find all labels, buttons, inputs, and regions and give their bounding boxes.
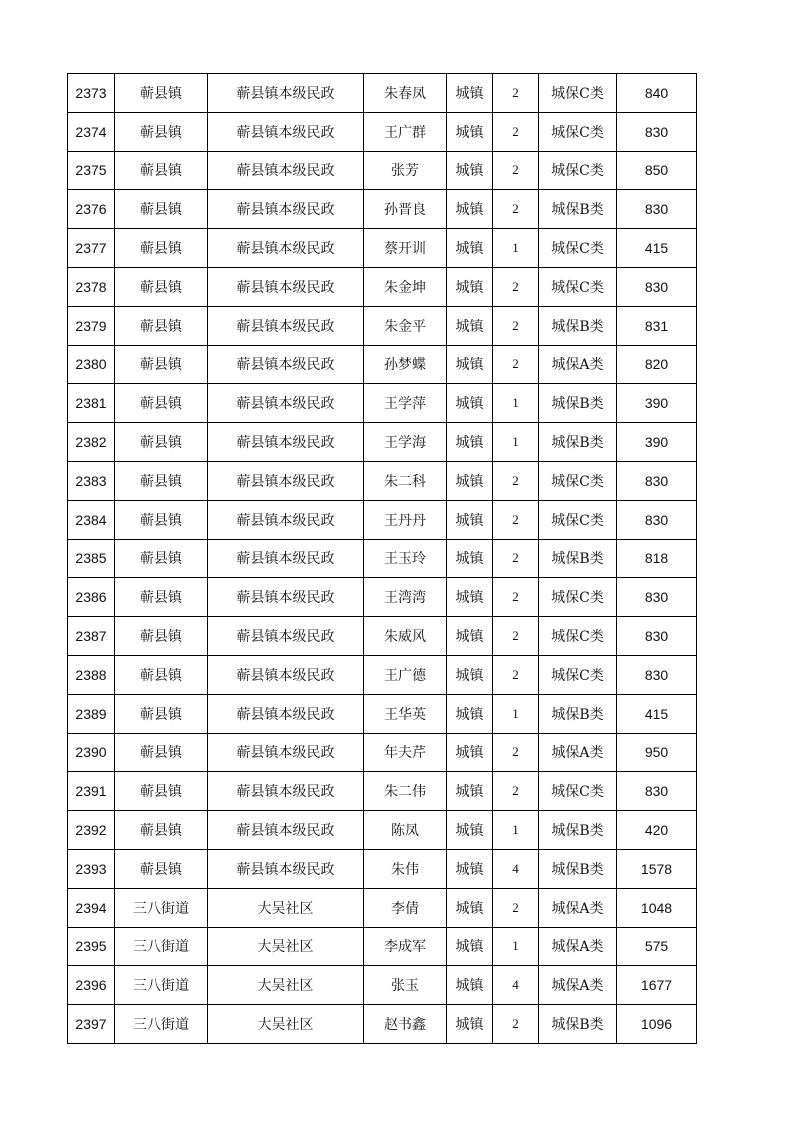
town-cell: 蕲县镇 (115, 151, 208, 190)
row-number: 2391 (68, 772, 115, 811)
area-cell: 城镇 (447, 461, 493, 500)
area-cell: 城镇 (447, 694, 493, 733)
name-cell: 朱二科 (364, 461, 447, 500)
row-number: 2378 (68, 267, 115, 306)
name-cell: 王华英 (364, 694, 447, 733)
area-cell: 城镇 (447, 1005, 493, 1044)
area-cell: 城镇 (447, 539, 493, 578)
unit-cell: 蕲县镇本级民政 (208, 655, 364, 694)
amount-cell: 415 (617, 694, 697, 733)
town-cell: 蕲县镇 (115, 461, 208, 500)
count-cell: 4 (493, 849, 539, 888)
amount-cell: 830 (617, 578, 697, 617)
town-cell: 三八街道 (115, 927, 208, 966)
town-cell: 蕲县镇 (115, 190, 208, 229)
town-cell: 蕲县镇 (115, 229, 208, 268)
town-cell: 蕲县镇 (115, 733, 208, 772)
amount-cell: 830 (617, 190, 697, 229)
unit-cell: 蕲县镇本级民政 (208, 267, 364, 306)
town-cell: 蕲县镇 (115, 811, 208, 850)
category-cell: 城保C类 (539, 772, 617, 811)
unit-cell: 蕲县镇本级民政 (208, 772, 364, 811)
name-cell: 年夫芹 (364, 733, 447, 772)
area-cell: 城镇 (447, 345, 493, 384)
amount-cell: 830 (617, 112, 697, 151)
amount-cell: 390 (617, 384, 697, 423)
row-number: 2387 (68, 617, 115, 656)
count-cell: 2 (493, 74, 539, 113)
row-number: 2374 (68, 112, 115, 151)
area-cell: 城镇 (447, 229, 493, 268)
amount-cell: 831 (617, 306, 697, 345)
unit-cell: 大吴社区 (208, 888, 364, 927)
town-cell: 蕲县镇 (115, 772, 208, 811)
area-cell: 城镇 (447, 74, 493, 113)
name-cell: 王玉玲 (364, 539, 447, 578)
town-cell: 蕲县镇 (115, 345, 208, 384)
table-row (68, 384, 697, 423)
count-cell: 2 (493, 190, 539, 229)
area-cell: 城镇 (447, 927, 493, 966)
row-number: 2375 (68, 151, 115, 190)
count-cell: 2 (493, 733, 539, 772)
table-row (68, 1005, 697, 1044)
town-cell: 蕲县镇 (115, 655, 208, 694)
table-row (68, 500, 697, 539)
row-number: 2393 (68, 849, 115, 888)
count-cell: 2 (493, 539, 539, 578)
unit-cell: 蕲县镇本级民政 (208, 345, 364, 384)
unit-cell: 蕲县镇本级民政 (208, 539, 364, 578)
category-cell: 城保B类 (539, 384, 617, 423)
town-cell: 蕲县镇 (115, 112, 208, 151)
area-cell: 城镇 (447, 151, 493, 190)
town-cell: 三八街道 (115, 966, 208, 1005)
name-cell: 朱伟 (364, 849, 447, 888)
table-row (68, 694, 697, 733)
count-cell: 2 (493, 500, 539, 539)
name-cell: 王学海 (364, 423, 447, 462)
town-cell: 三八街道 (115, 1005, 208, 1044)
unit-cell: 大吴社区 (208, 927, 364, 966)
category-cell: 城保C类 (539, 74, 617, 113)
amount-cell: 830 (617, 267, 697, 306)
row-number: 2379 (68, 306, 115, 345)
row-number: 2395 (68, 927, 115, 966)
table-row (68, 966, 697, 1005)
category-cell: 城保B类 (539, 811, 617, 850)
count-cell: 2 (493, 617, 539, 656)
category-cell: 城保B类 (539, 1005, 617, 1044)
unit-cell: 蕲县镇本级民政 (208, 151, 364, 190)
name-cell: 王学萍 (364, 384, 447, 423)
table-row (68, 267, 697, 306)
table-row (68, 461, 697, 500)
category-cell: 城保B类 (539, 694, 617, 733)
count-cell: 2 (493, 151, 539, 190)
table-row (68, 733, 697, 772)
table-row (68, 74, 697, 113)
row-number: 2385 (68, 539, 115, 578)
table-row (68, 539, 697, 578)
unit-cell: 蕲县镇本级民政 (208, 384, 364, 423)
row-number: 2386 (68, 578, 115, 617)
amount-cell: 830 (617, 655, 697, 694)
unit-cell: 蕲县镇本级民政 (208, 849, 364, 888)
count-cell: 1 (493, 229, 539, 268)
category-cell: 城保A类 (539, 888, 617, 927)
town-cell: 蕲县镇 (115, 578, 208, 617)
area-cell: 城镇 (447, 578, 493, 617)
count-cell: 1 (493, 423, 539, 462)
town-cell: 蕲县镇 (115, 306, 208, 345)
town-cell: 蕲县镇 (115, 267, 208, 306)
count-cell: 2 (493, 1005, 539, 1044)
category-cell: 城保A类 (539, 927, 617, 966)
category-cell: 城保C类 (539, 229, 617, 268)
amount-cell: 840 (617, 74, 697, 113)
table-row (68, 151, 697, 190)
area-cell: 城镇 (447, 811, 493, 850)
category-cell: 城保C类 (539, 500, 617, 539)
count-cell: 2 (493, 655, 539, 694)
row-number: 2394 (68, 888, 115, 927)
town-cell: 三八街道 (115, 888, 208, 927)
unit-cell: 蕲县镇本级民政 (208, 617, 364, 656)
area-cell: 城镇 (447, 306, 493, 345)
category-cell: 城保C类 (539, 461, 617, 500)
amount-cell: 420 (617, 811, 697, 850)
area-cell: 城镇 (447, 888, 493, 927)
name-cell: 王湾湾 (364, 578, 447, 617)
table-row (68, 772, 697, 811)
area-cell: 城镇 (447, 384, 493, 423)
row-number: 2392 (68, 811, 115, 850)
town-cell: 蕲县镇 (115, 617, 208, 656)
table-row (68, 888, 697, 927)
name-cell: 朱春凤 (364, 74, 447, 113)
count-cell: 1 (493, 811, 539, 850)
amount-cell: 820 (617, 345, 697, 384)
name-cell: 孙梦蝶 (364, 345, 447, 384)
area-cell: 城镇 (447, 500, 493, 539)
amount-cell: 1677 (617, 966, 697, 1005)
table-row (68, 112, 697, 151)
count-cell: 2 (493, 112, 539, 151)
count-cell: 2 (493, 267, 539, 306)
row-number: 2389 (68, 694, 115, 733)
category-cell: 城保C类 (539, 617, 617, 656)
unit-cell: 蕲县镇本级民政 (208, 733, 364, 772)
town-cell: 蕲县镇 (115, 694, 208, 733)
town-cell: 蕲县镇 (115, 500, 208, 539)
row-number: 2396 (68, 966, 115, 1005)
roster-body (68, 74, 697, 1044)
unit-cell: 蕲县镇本级民政 (208, 229, 364, 268)
count-cell: 1 (493, 694, 539, 733)
town-cell: 蕲县镇 (115, 74, 208, 113)
name-cell: 朱金坤 (364, 267, 447, 306)
count-cell: 2 (493, 578, 539, 617)
roster-table (67, 73, 697, 1044)
row-number: 2376 (68, 190, 115, 229)
town-cell: 蕲县镇 (115, 849, 208, 888)
table-row (68, 849, 697, 888)
table-row (68, 578, 697, 617)
unit-cell: 蕲县镇本级民政 (208, 461, 364, 500)
name-cell: 孙晋良 (364, 190, 447, 229)
count-cell: 2 (493, 888, 539, 927)
category-cell: 城保B类 (539, 849, 617, 888)
name-cell: 王广群 (364, 112, 447, 151)
table-row (68, 229, 697, 268)
category-cell: 城保C类 (539, 151, 617, 190)
area-cell: 城镇 (447, 966, 493, 1005)
category-cell: 城保B类 (539, 423, 617, 462)
amount-cell: 1578 (617, 849, 697, 888)
table-row (68, 345, 697, 384)
row-number: 2377 (68, 229, 115, 268)
table-row (68, 655, 697, 694)
name-cell: 朱金平 (364, 306, 447, 345)
amount-cell: 950 (617, 733, 697, 772)
amount-cell: 850 (617, 151, 697, 190)
category-cell: 城保A类 (539, 966, 617, 1005)
area-cell: 城镇 (447, 423, 493, 462)
amount-cell: 830 (617, 500, 697, 539)
row-number: 2384 (68, 500, 115, 539)
amount-cell: 830 (617, 772, 697, 811)
area-cell: 城镇 (447, 112, 493, 151)
row-number: 2373 (68, 74, 115, 113)
name-cell: 王广德 (364, 655, 447, 694)
category-cell: 城保C类 (539, 655, 617, 694)
table-row (68, 423, 697, 462)
amount-cell: 390 (617, 423, 697, 462)
category-cell: 城保B类 (539, 539, 617, 578)
table-row (68, 190, 697, 229)
count-cell: 4 (493, 966, 539, 1005)
amount-cell: 830 (617, 617, 697, 656)
count-cell: 2 (493, 306, 539, 345)
unit-cell: 蕲县镇本级民政 (208, 112, 364, 151)
row-number: 2390 (68, 733, 115, 772)
unit-cell: 蕲县镇本级民政 (208, 578, 364, 617)
table-row (68, 811, 697, 850)
area-cell: 城镇 (447, 655, 493, 694)
town-cell: 蕲县镇 (115, 539, 208, 578)
name-cell: 李倩 (364, 888, 447, 927)
town-cell: 蕲县镇 (115, 423, 208, 462)
unit-cell: 蕲县镇本级民政 (208, 500, 364, 539)
name-cell: 朱威风 (364, 617, 447, 656)
name-cell: 李成军 (364, 927, 447, 966)
unit-cell: 蕲县镇本级民政 (208, 694, 364, 733)
name-cell: 蔡开训 (364, 229, 447, 268)
row-number: 2380 (68, 345, 115, 384)
row-number: 2382 (68, 423, 115, 462)
row-number: 2383 (68, 461, 115, 500)
unit-cell: 大吴社区 (208, 966, 364, 1005)
name-cell: 张芳 (364, 151, 447, 190)
name-cell: 陈凤 (364, 811, 447, 850)
unit-cell: 蕲县镇本级民政 (208, 423, 364, 462)
name-cell: 王丹丹 (364, 500, 447, 539)
unit-cell: 蕲县镇本级民政 (208, 811, 364, 850)
count-cell: 2 (493, 345, 539, 384)
name-cell: 朱二伟 (364, 772, 447, 811)
area-cell: 城镇 (447, 733, 493, 772)
area-cell: 城镇 (447, 772, 493, 811)
amount-cell: 830 (617, 461, 697, 500)
row-number: 2381 (68, 384, 115, 423)
category-cell: 城保C类 (539, 112, 617, 151)
category-cell: 城保A类 (539, 345, 617, 384)
row-number: 2397 (68, 1005, 115, 1044)
area-cell: 城镇 (447, 267, 493, 306)
table-row (68, 306, 697, 345)
category-cell: 城保C类 (539, 578, 617, 617)
count-cell: 2 (493, 461, 539, 500)
count-cell: 1 (493, 927, 539, 966)
count-cell: 1 (493, 384, 539, 423)
table-row (68, 927, 697, 966)
unit-cell: 蕲县镇本级民政 (208, 190, 364, 229)
amount-cell: 415 (617, 229, 697, 268)
count-cell: 2 (493, 772, 539, 811)
area-cell: 城镇 (447, 617, 493, 656)
category-cell: 城保B类 (539, 306, 617, 345)
name-cell: 赵书鑫 (364, 1005, 447, 1044)
unit-cell: 蕲县镇本级民政 (208, 74, 364, 113)
category-cell: 城保C类 (539, 267, 617, 306)
area-cell: 城镇 (447, 849, 493, 888)
area-cell: 城镇 (447, 190, 493, 229)
town-cell: 蕲县镇 (115, 384, 208, 423)
amount-cell: 1048 (617, 888, 697, 927)
unit-cell: 蕲县镇本级民政 (208, 306, 364, 345)
row-number: 2388 (68, 655, 115, 694)
amount-cell: 818 (617, 539, 697, 578)
table-row (68, 617, 697, 656)
amount-cell: 1096 (617, 1005, 697, 1044)
category-cell: 城保A类 (539, 733, 617, 772)
name-cell: 张玉 (364, 966, 447, 1005)
amount-cell: 575 (617, 927, 697, 966)
category-cell: 城保B类 (539, 190, 617, 229)
unit-cell: 大吴社区 (208, 1005, 364, 1044)
